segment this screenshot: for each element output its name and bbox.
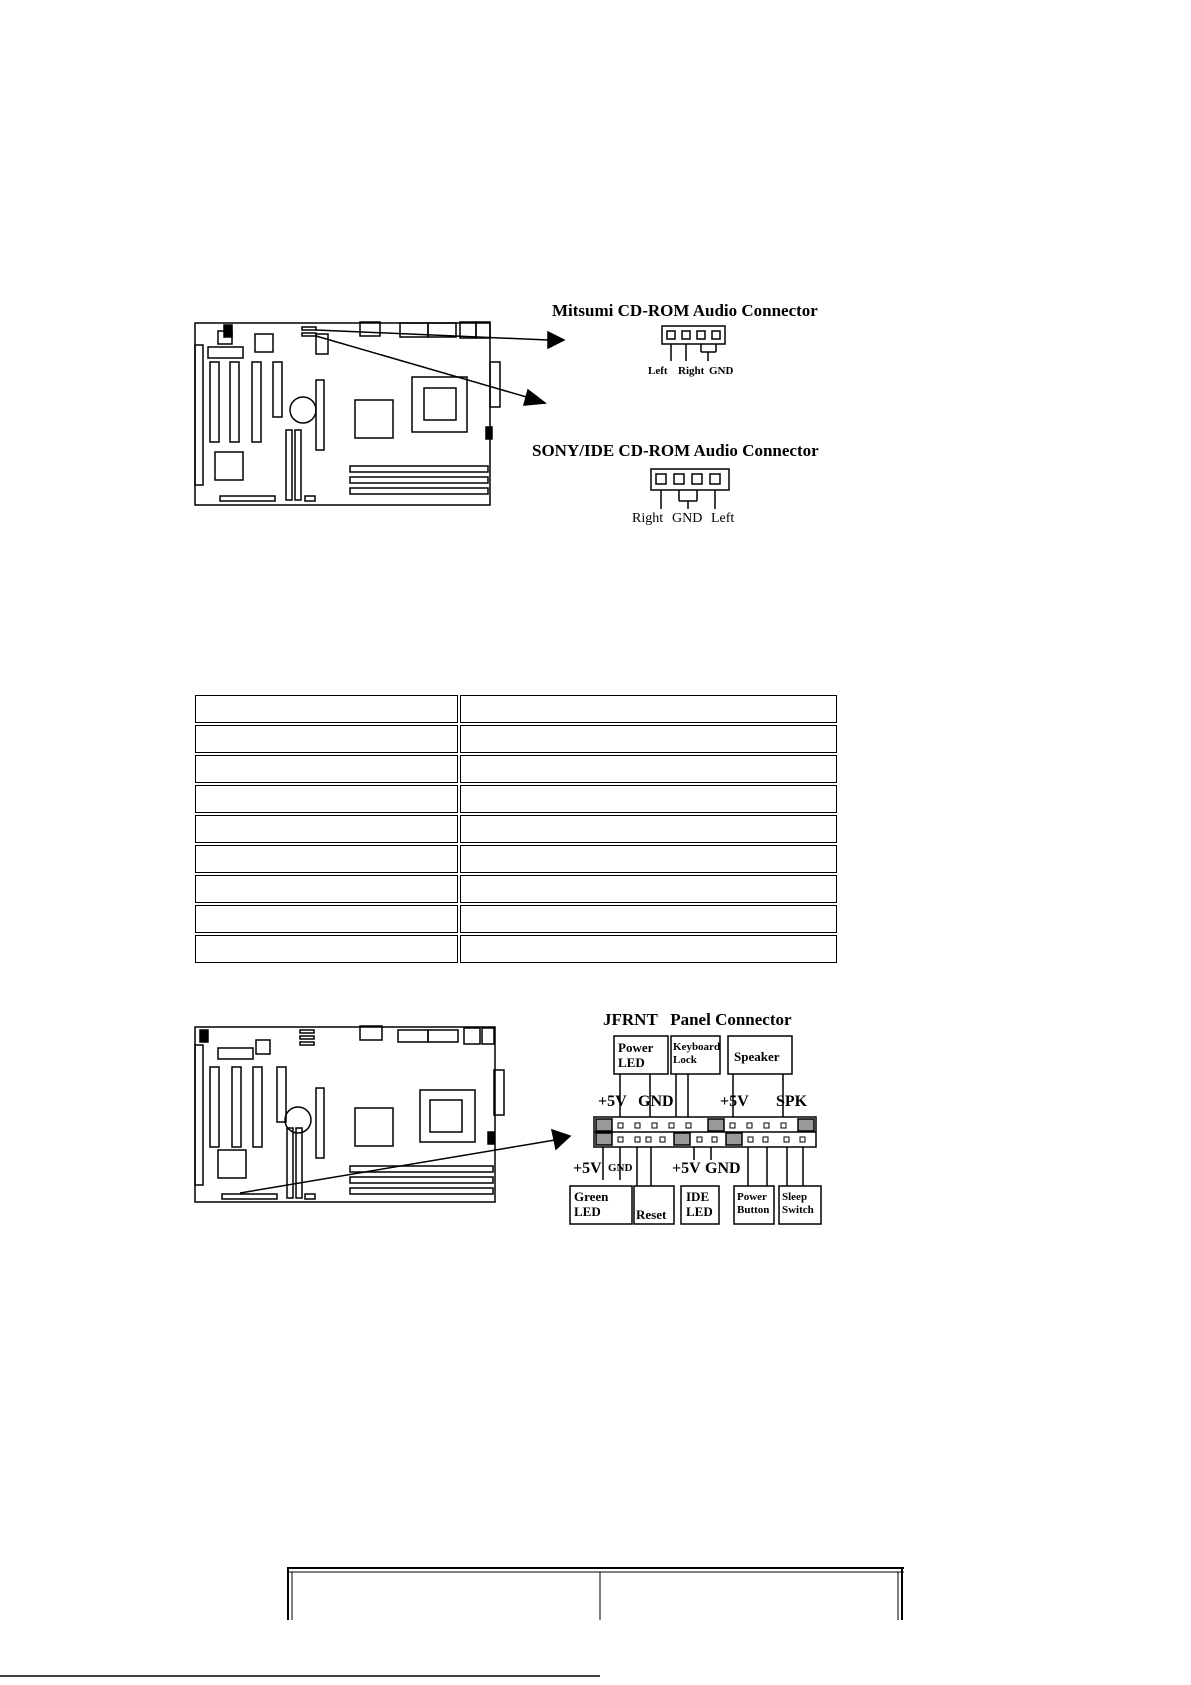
motherboard-diagram-2: [195, 1026, 570, 1202]
empty-table: [193, 693, 839, 965]
sony-title: SONY/IDE CD-ROM Audio Connector: [532, 441, 819, 460]
keyboard-lock-label-2: Lock: [673, 1054, 697, 1066]
sleep-switch-label-1: Sleep: [782, 1191, 808, 1203]
table-row: [195, 815, 837, 843]
ide-led-label-1: IDE: [686, 1189, 710, 1204]
motherboard-diagram-1: [195, 322, 564, 505]
table-cell: [460, 785, 837, 813]
table-row: [195, 785, 837, 813]
bottom-pin-5v-a: +5V: [573, 1160, 602, 1177]
reset-label: Reset: [636, 1207, 667, 1222]
table-cell: [195, 815, 458, 843]
table-row: [195, 845, 837, 873]
table-cell: [460, 935, 837, 963]
table-cell: [460, 815, 837, 843]
bottom-pin-5v-b: +5V: [672, 1160, 701, 1177]
green-led-label-2: LED: [574, 1204, 601, 1219]
table-cell: [460, 875, 837, 903]
table-cell: [195, 845, 458, 873]
mitsumi-connector: [662, 326, 725, 361]
table-row: [195, 725, 837, 753]
table-cell: [460, 905, 837, 933]
ide-led-label-2: LED: [686, 1204, 713, 1219]
green-led-label-1: Green: [574, 1189, 609, 1204]
table-cell: [195, 725, 458, 753]
power-button-label-1: Power: [737, 1191, 767, 1203]
table-row: [195, 695, 837, 723]
speaker-label: Speaker: [734, 1049, 780, 1064]
top-pin-5v-b: +5V: [720, 1093, 749, 1110]
sony-pin-right: Right: [632, 511, 664, 526]
top-pin-gnd-a: GND: [638, 1093, 674, 1110]
table-cell: [195, 875, 458, 903]
table-cell: [195, 695, 458, 723]
bottom-pin-gnd-a: GND: [608, 1162, 633, 1174]
power-led-label-2: LED: [618, 1055, 645, 1070]
table-cell: [460, 725, 837, 753]
jfrnt-title: JFRNT Panel Connector: [603, 1010, 792, 1029]
table-cell: [195, 755, 458, 783]
table-cell: [195, 905, 458, 933]
mitsumi-pin-gnd: GND: [709, 365, 734, 377]
table-row: [195, 755, 837, 783]
sony-connector: [651, 469, 729, 509]
mitsumi-pin-left: Left: [648, 365, 668, 377]
table-cell: [195, 785, 458, 813]
sony-pin-gnd: GND: [672, 511, 703, 526]
table-cell: [460, 695, 837, 723]
sleep-switch-label-2: Switch: [782, 1204, 814, 1216]
power-button-label-2: Button: [737, 1204, 770, 1216]
top-pin-spk: SPK: [776, 1093, 808, 1110]
sony-pin-left: Left: [711, 511, 735, 526]
table-cell: [460, 845, 837, 873]
mitsumi-title: Mitsumi CD-ROM Audio Connector: [552, 301, 818, 320]
keyboard-lock-label-1: Keyboard: [673, 1041, 721, 1053]
footer-frame: [287, 1568, 904, 1620]
table-row: [195, 905, 837, 933]
table-row: [195, 875, 837, 903]
table-cell: [460, 755, 837, 783]
mitsumi-pin-right: Right: [678, 365, 705, 377]
table-row: [195, 935, 837, 963]
bottom-pin-gnd-b: GND: [705, 1160, 741, 1177]
top-pin-5v-a: +5V: [598, 1093, 627, 1110]
power-led-label-1: Power: [618, 1040, 654, 1055]
table-cell: [195, 935, 458, 963]
